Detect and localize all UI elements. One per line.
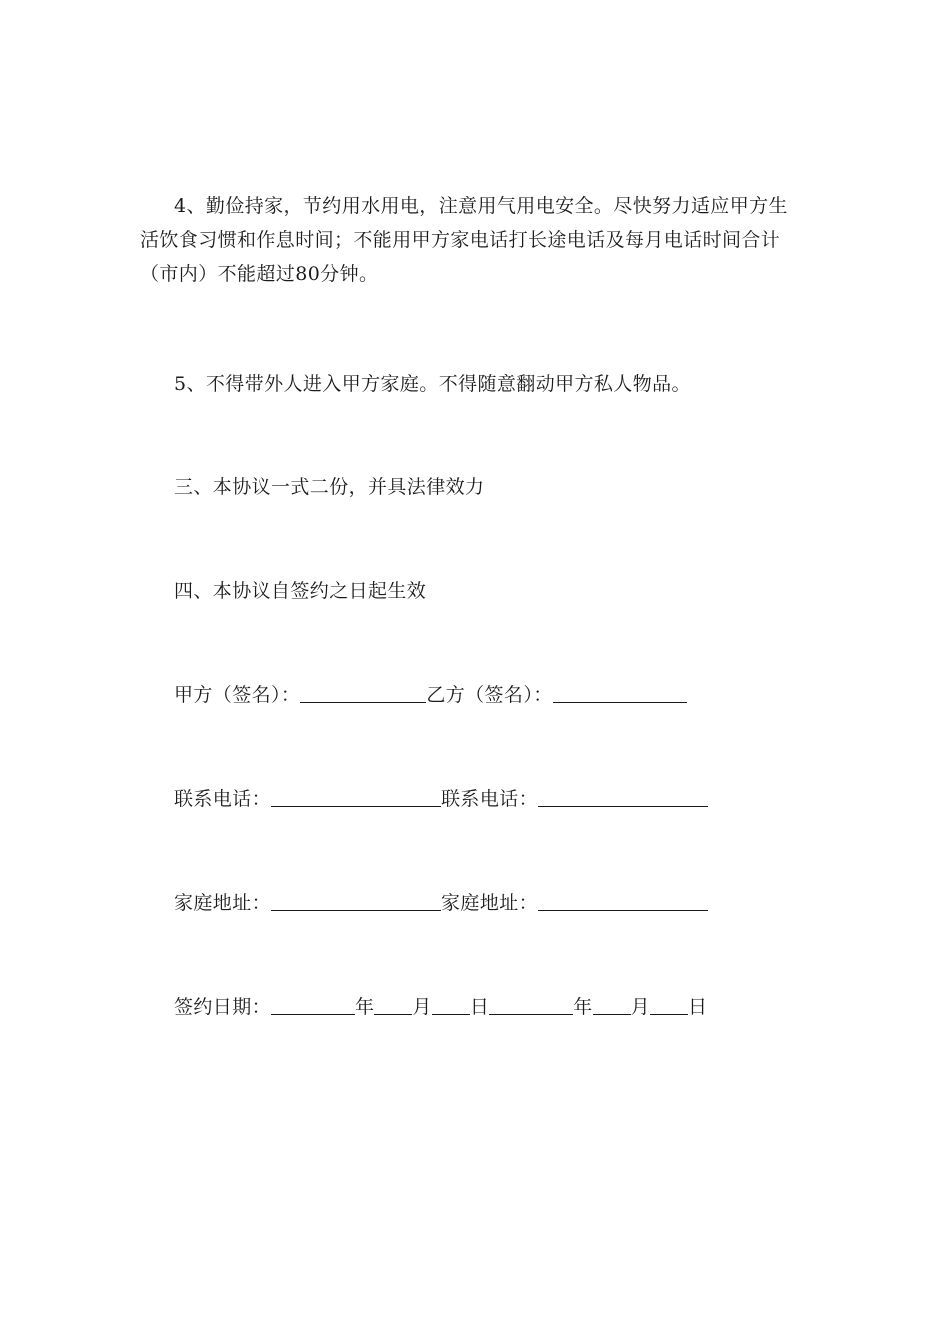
party-a-year-blank[interactable] [271, 994, 355, 1015]
party-a-phone-label: 联系电话： [174, 788, 272, 810]
party-a-signature-blank[interactable] [300, 682, 426, 703]
party-b-year-unit: 年 [573, 996, 593, 1018]
date-row [174, 990, 707, 1024]
party-b-month-blank[interactable] [593, 994, 631, 1015]
party-b-day-blank[interactable] [650, 994, 688, 1015]
party-a-phone-blank[interactable] [271, 786, 441, 807]
party-b-year-blank[interactable] [489, 994, 573, 1015]
clause-item-4: 4、勤俭持家，节约用水用电，注意用气用电安全。尽快努力适应甲方生活饮食习惯和作息时间；不能用甲方家电话打长途电话及每月电话时间合计（市内）不能超过80分钟。 [140, 195, 788, 285]
party-b-day-unit: 日 [688, 996, 708, 1018]
party-a-address-blank[interactable] [271, 890, 441, 911]
party-b-signature-label: 乙方（签名）： [426, 684, 553, 706]
party-b-address-blank[interactable] [538, 890, 708, 911]
sign-date-label: 签约日期： [174, 996, 272, 1018]
party-a-address-label: 家庭地址： [174, 892, 272, 914]
section-3-copies: 三、本协议一式二份，并具法律效力 [174, 476, 485, 498]
party-a-signature-label: 甲方（签名）： [174, 684, 301, 706]
party-a-day-unit: 日 [469, 996, 490, 1018]
phone-row [174, 782, 708, 816]
party-a-month-unit: 月 [412, 996, 432, 1018]
party-a-year-unit: 年 [355, 996, 375, 1018]
party-b-phone-blank[interactable] [538, 786, 708, 807]
party-b-signature-blank[interactable] [553, 682, 687, 703]
clause-item-5: 5、不得带外人进入甲方家庭。不得随意翻动甲方私人物品。 [174, 373, 691, 395]
section-4-effective: 四、本协议自签约之日起生效 [174, 580, 427, 602]
party-b-phone-label: 联系电话： [441, 788, 539, 810]
party-b-month-unit: 月 [630, 996, 651, 1018]
party-a-day-blank[interactable] [432, 994, 470, 1015]
address-row [174, 886, 708, 920]
party-b-address-label: 家庭地址： [441, 892, 539, 914]
party-a-month-blank[interactable] [374, 994, 412, 1015]
signature-row [174, 678, 687, 712]
